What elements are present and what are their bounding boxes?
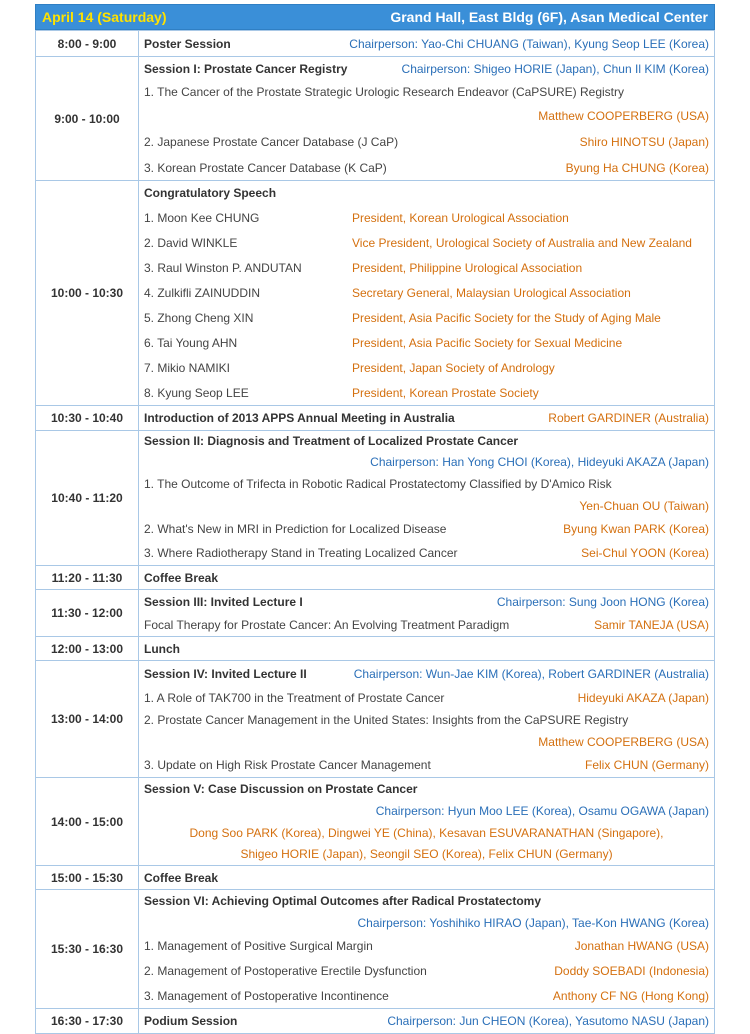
speaker-name: 7. Mikio NAMIKI bbox=[144, 360, 231, 375]
session-title: Session I: Prostate Cancer Registry bbox=[144, 62, 348, 76]
talk-title: 3. Update on High Risk Prostate Cancer Management bbox=[144, 758, 431, 772]
time-slot: 9:00 - 10:00 bbox=[36, 57, 139, 181]
table-row bbox=[36, 866, 715, 890]
session-cell bbox=[139, 566, 715, 590]
session-title: Podium Session bbox=[144, 1014, 238, 1028]
session-cell bbox=[139, 637, 715, 661]
speaker-role: President, Philippine Urological Association bbox=[352, 260, 583, 275]
speaker-name: 5. Zhong Cheng XIN bbox=[144, 310, 254, 325]
schedule-header bbox=[35, 4, 715, 30]
speaker: Byung Ha CHUNG (Korea) bbox=[565, 160, 709, 175]
speaker: Shiro HINOTSU (Japan) bbox=[579, 135, 709, 149]
session-cell bbox=[139, 406, 715, 431]
speaker: Byung Kwan PARK (Korea) bbox=[563, 521, 709, 536]
talk-title: 1. The Cancer of the Prostate Strategic Urologic Research Endeavor (CaPSURE) Registry bbox=[144, 85, 624, 99]
session-title: Session II: Diagnosis and Treatment of Localized Prostate Cancer bbox=[144, 434, 519, 448]
session-cell bbox=[139, 866, 715, 890]
time-slot: 11:30 - 12:00 bbox=[36, 590, 139, 637]
speaker: Yen-Chuan OU (Taiwan) bbox=[579, 499, 709, 513]
chairperson: Chairperson: Sung Joon HONG (Korea) bbox=[496, 594, 709, 609]
session-cell bbox=[139, 181, 715, 406]
time-slot: 16:30 - 17:30 bbox=[36, 1009, 139, 1034]
speaker: Robert GARDINER (Australia) bbox=[548, 411, 709, 425]
speaker: Jonathan HWANG (USA) bbox=[574, 939, 709, 953]
speaker-name: 6. Tai Young AHN bbox=[144, 335, 238, 350]
session-cell bbox=[139, 31, 715, 57]
session-title: Coffee Break bbox=[144, 570, 219, 585]
speaker-name: 4. Zulkifli ZAINUDDIN bbox=[144, 285, 261, 300]
speaker-name: 2. David WINKLE bbox=[144, 235, 238, 250]
session-title: Session IV: Invited Lecture II bbox=[144, 666, 307, 681]
time-slot: 15:00 - 15:30 bbox=[36, 866, 139, 890]
chairperson: Chairperson: Han Yong CHOI (Korea), Hideyuki AKAZA (Japan) bbox=[370, 455, 709, 469]
speaker: Anthony CF NG (Hong Kong) bbox=[552, 988, 709, 1003]
speaker: Doddy SOEBADI (Indonesia) bbox=[554, 963, 709, 978]
speaker: Matthew COOPERBERG (USA) bbox=[538, 735, 709, 749]
speaker-role: President, Korean Prostate Society bbox=[352, 385, 539, 400]
session-title: Lunch bbox=[144, 641, 180, 656]
talk-title: 3. Korean Prostate Cancer Database (K CaP) bbox=[144, 160, 387, 175]
speaker: Matthew COOPERBERG (USA) bbox=[538, 109, 709, 123]
talk-title: 2. Japanese Prostate Cancer Database (J CaP) bbox=[144, 135, 399, 149]
time-slot: 10:40 - 11:20 bbox=[36, 431, 139, 566]
table-row bbox=[36, 1009, 715, 1034]
time-slot: 15:30 - 16:30 bbox=[36, 890, 139, 1009]
time-slot: 10:00 - 10:30 bbox=[36, 181, 139, 406]
time-slot: 11:20 - 11:30 bbox=[36, 566, 139, 590]
session-cell bbox=[139, 1009, 715, 1034]
table-row bbox=[36, 31, 715, 57]
program-schedule bbox=[35, 4, 715, 1034]
session-cell bbox=[139, 57, 715, 181]
time-slot: 12:00 - 13:00 bbox=[36, 637, 139, 661]
speaker: Sei-Chul YOON (Korea) bbox=[581, 545, 709, 560]
session-cell bbox=[139, 778, 715, 866]
talk-title: 2. What's New in MRI in Prediction for Localized Disease bbox=[144, 521, 447, 536]
time-slot: 13:00 - 14:00 bbox=[36, 661, 139, 778]
table-row bbox=[36, 890, 715, 1009]
session-title: Introduction of 2013 APPS Annual Meeting in Australia bbox=[144, 411, 455, 425]
speaker-name: 8. Kyung Seop LEE bbox=[144, 385, 249, 400]
chairperson: Chairperson: Hyun Moo LEE (Korea), Osamu OGAWA (Japan) bbox=[375, 804, 709, 818]
talk-title: Focal Therapy for Prostate Cancer: An Evolving Treatment Paradigm bbox=[144, 617, 510, 632]
chairperson: Chairperson: Jun CHEON (Korea), Yasutomo NASU (Japan) bbox=[387, 1014, 709, 1028]
session-cell bbox=[139, 431, 715, 566]
time-slot: 10:30 - 10:40 bbox=[36, 406, 139, 431]
table-row bbox=[36, 181, 715, 406]
talk-title: 3. Management of Postoperative Incontinence bbox=[144, 988, 389, 1003]
speaker-role: President, Japan Society of Andrology bbox=[352, 360, 555, 375]
session-cell bbox=[139, 890, 715, 1009]
speaker-role: Secretary General, Malaysian Urological Association bbox=[352, 285, 631, 300]
table-row bbox=[36, 661, 715, 778]
table-row bbox=[36, 590, 715, 637]
panelists: Dong Soo PARK (Korea), Dingwei YE (China), Kesavan ESUVARANATHAN (Singapore), bbox=[189, 825, 664, 840]
session-title: Congratulatory Speech bbox=[144, 186, 277, 200]
chairperson: Chairperson: Shigeo HORIE (Japan), Chun Il KIM (Korea) bbox=[401, 62, 709, 76]
chairperson: Chairperson: Wun-Jae KIM (Korea), Robert GARDINER (Australia) bbox=[353, 666, 709, 681]
session-title: Session III: Invited Lecture I bbox=[144, 594, 303, 609]
chairperson: Chairperson: Yoshihiko HIRAO (Japan), Tae-Kon HWANG (Korea) bbox=[357, 916, 709, 930]
talk-title: 1. Management of Positive Surgical Margin bbox=[144, 939, 373, 953]
table-row bbox=[36, 566, 715, 590]
panelists: Shigeo HORIE (Japan), Seongil SEO (Korea), Felix CHUN (Germany) bbox=[240, 847, 613, 861]
day-date: April 14 (Saturday) bbox=[42, 9, 167, 25]
speaker-name: 3. Raul Winston P. ANDUTAN bbox=[144, 260, 302, 275]
talk-title: 1. The Outcome of Trifecta in Robotic Radical Prostatectomy Classified by D'Amico Risk bbox=[144, 477, 612, 491]
table-row bbox=[36, 431, 715, 566]
table-row bbox=[36, 406, 715, 431]
speaker-role: President, Asia Pacific Society for the Study of Aging Male bbox=[352, 310, 661, 325]
speaker-name: 1. Moon Kee CHUNG bbox=[144, 210, 260, 225]
time-slot: 14:00 - 15:00 bbox=[36, 778, 139, 866]
session-title: Session VI: Achieving Optimal Outcomes after Radical Prostatectomy bbox=[144, 894, 542, 908]
speaker-role: President, Asia Pacific Society for Sexual Medicine bbox=[352, 335, 623, 350]
session-title: Session V: Case Discussion on Prostate Cancer bbox=[144, 782, 418, 796]
speaker-role: Vice President, Urological Society of Australia and New Zealand bbox=[352, 235, 692, 250]
talk-title: 1. A Role of TAK700 in the Treatment of Prostate Cancer bbox=[144, 690, 445, 705]
speaker: Samir TANEJA (USA) bbox=[594, 617, 709, 632]
chairperson: Chairperson: Yao-Chi CHUANG (Taiwan), Kyung Seop LEE (Korea) bbox=[349, 36, 709, 51]
table-row bbox=[36, 778, 715, 866]
speaker-role: President, Korean Urological Association bbox=[352, 210, 569, 225]
talk-title: 3. Where Radiotherapy Stand in Treating Localized Cancer bbox=[144, 545, 458, 560]
venue: Grand Hall, East Bldg (6F), Asan Medical Center bbox=[390, 9, 708, 25]
speaker: Felix CHUN (Germany) bbox=[584, 758, 709, 772]
schedule-table bbox=[35, 30, 715, 1034]
table-row bbox=[36, 637, 715, 661]
session-title: Poster Session bbox=[144, 36, 231, 51]
time-slot: 8:00 - 9:00 bbox=[36, 31, 139, 57]
talk-title: 2. Management of Postoperative Erectile Dysfunction bbox=[144, 963, 427, 978]
talk-title: 2. Prostate Cancer Management in the United States: Insights from the CaPSURE Registry bbox=[144, 713, 629, 727]
session-cell bbox=[139, 590, 715, 637]
session-cell bbox=[139, 661, 715, 778]
table-row bbox=[36, 57, 715, 181]
session-title: Coffee Break bbox=[144, 870, 219, 885]
speaker: Hideyuki AKAZA (Japan) bbox=[577, 690, 709, 705]
